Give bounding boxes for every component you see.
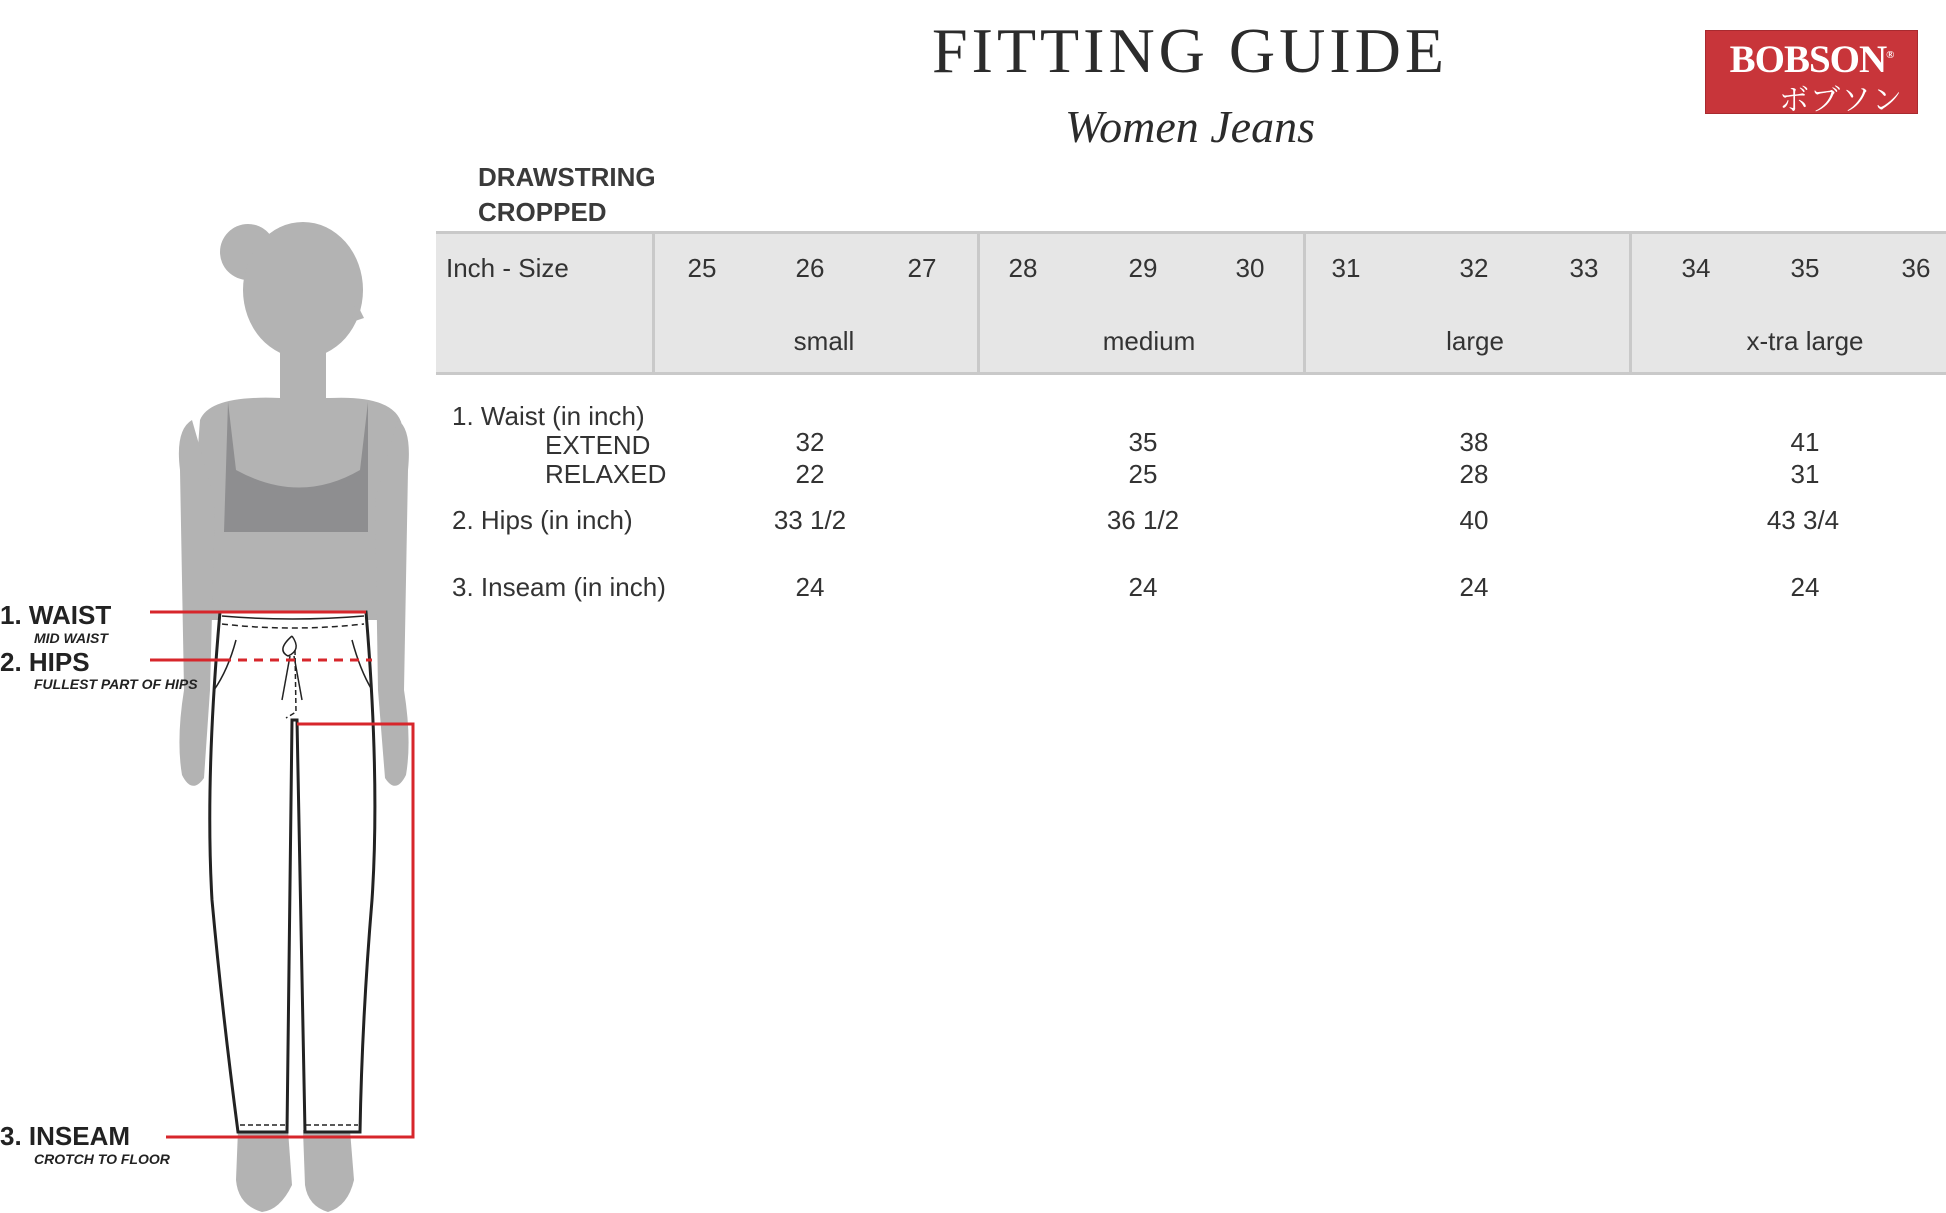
- waist-extend-value: 41: [1790, 427, 1820, 457]
- size-cell: 36: [1901, 253, 1931, 283]
- inseam-label: 3. Inseam (in inch): [452, 572, 666, 602]
- size-cell: 28: [1008, 253, 1038, 283]
- inseam-value: 24: [1459, 572, 1489, 602]
- size-group-small: small: [793, 326, 855, 356]
- waist-relaxed-value: 25: [1128, 459, 1158, 489]
- waist-relaxed-label: RELAXED: [545, 459, 667, 489]
- size-cell: 30: [1235, 253, 1265, 283]
- jeans-drawing: [210, 612, 375, 1132]
- figure-waist-label: 1. WAIST: [0, 600, 112, 630]
- size-group-medium: medium: [1102, 326, 1196, 356]
- figure-hips-label: 2. HIPS: [0, 647, 90, 677]
- size-cell: 25: [687, 253, 717, 283]
- figure-inseam-label: 3. INSEAM: [0, 1121, 131, 1151]
- size-row-label: Inch - Size: [446, 253, 569, 283]
- figure-inseam-sub: CROTCH TO FLOOR: [34, 1151, 170, 1167]
- brand-katakana: ボブソン: [1779, 83, 1903, 118]
- hips-value: 33 1/2: [773, 505, 847, 535]
- size-group-large: large: [1446, 326, 1504, 356]
- size-cell: 34: [1681, 253, 1711, 283]
- size-cell: 31: [1331, 253, 1361, 283]
- size-cell: 33: [1569, 253, 1599, 283]
- size-cell: 26: [795, 253, 825, 283]
- waist-extend-label: EXTEND: [545, 430, 651, 460]
- column-divider: [1303, 231, 1306, 375]
- hips-value: 43 3/4: [1766, 505, 1840, 535]
- hips-label: 2. Hips (in inch): [452, 505, 633, 535]
- figure-waist-sub: MID WAIST: [34, 630, 108, 646]
- waist-extend-value: 35: [1128, 427, 1158, 457]
- page-title: FITTING GUIDE: [932, 15, 1448, 86]
- figure-hips-sub: FULLEST PART OF HIPS: [34, 676, 198, 692]
- waist-extend-value: 32: [795, 427, 825, 457]
- brand-logo: [1705, 30, 1918, 118]
- column-divider: [977, 231, 980, 375]
- column-divider: [652, 231, 655, 375]
- waist-relaxed-value: 28: [1459, 459, 1489, 489]
- brand-name: BOBSON®: [1729, 38, 1894, 81]
- waist-extend-value: 38: [1459, 427, 1489, 457]
- size-cell: 35: [1790, 253, 1820, 283]
- page-subtitle: Women Jeans: [1065, 101, 1315, 152]
- style-name-line2: CROPPED: [478, 197, 607, 227]
- style-name: [478, 160, 656, 230]
- column-divider: [1629, 231, 1632, 375]
- inseam-value: 24: [1790, 572, 1820, 602]
- inseam-value: 24: [1128, 572, 1158, 602]
- size-cell: 29: [1128, 253, 1158, 283]
- hips-value: 36 1/2: [1106, 505, 1180, 535]
- size-group-xtra-large: x-tra large: [1746, 326, 1864, 356]
- hips-value: 40: [1459, 505, 1489, 535]
- style-name-line1: DRAWSTRING: [478, 162, 656, 192]
- size-row: [436, 231, 1946, 303]
- size-cell: 32: [1459, 253, 1489, 283]
- inseam-value: 24: [795, 572, 825, 602]
- waist-label: 1. Waist (in inch): [452, 401, 645, 431]
- size-cell: 27: [907, 253, 937, 283]
- waist-relaxed-value: 31: [1790, 459, 1820, 489]
- waist-relaxed-value: 22: [795, 459, 825, 489]
